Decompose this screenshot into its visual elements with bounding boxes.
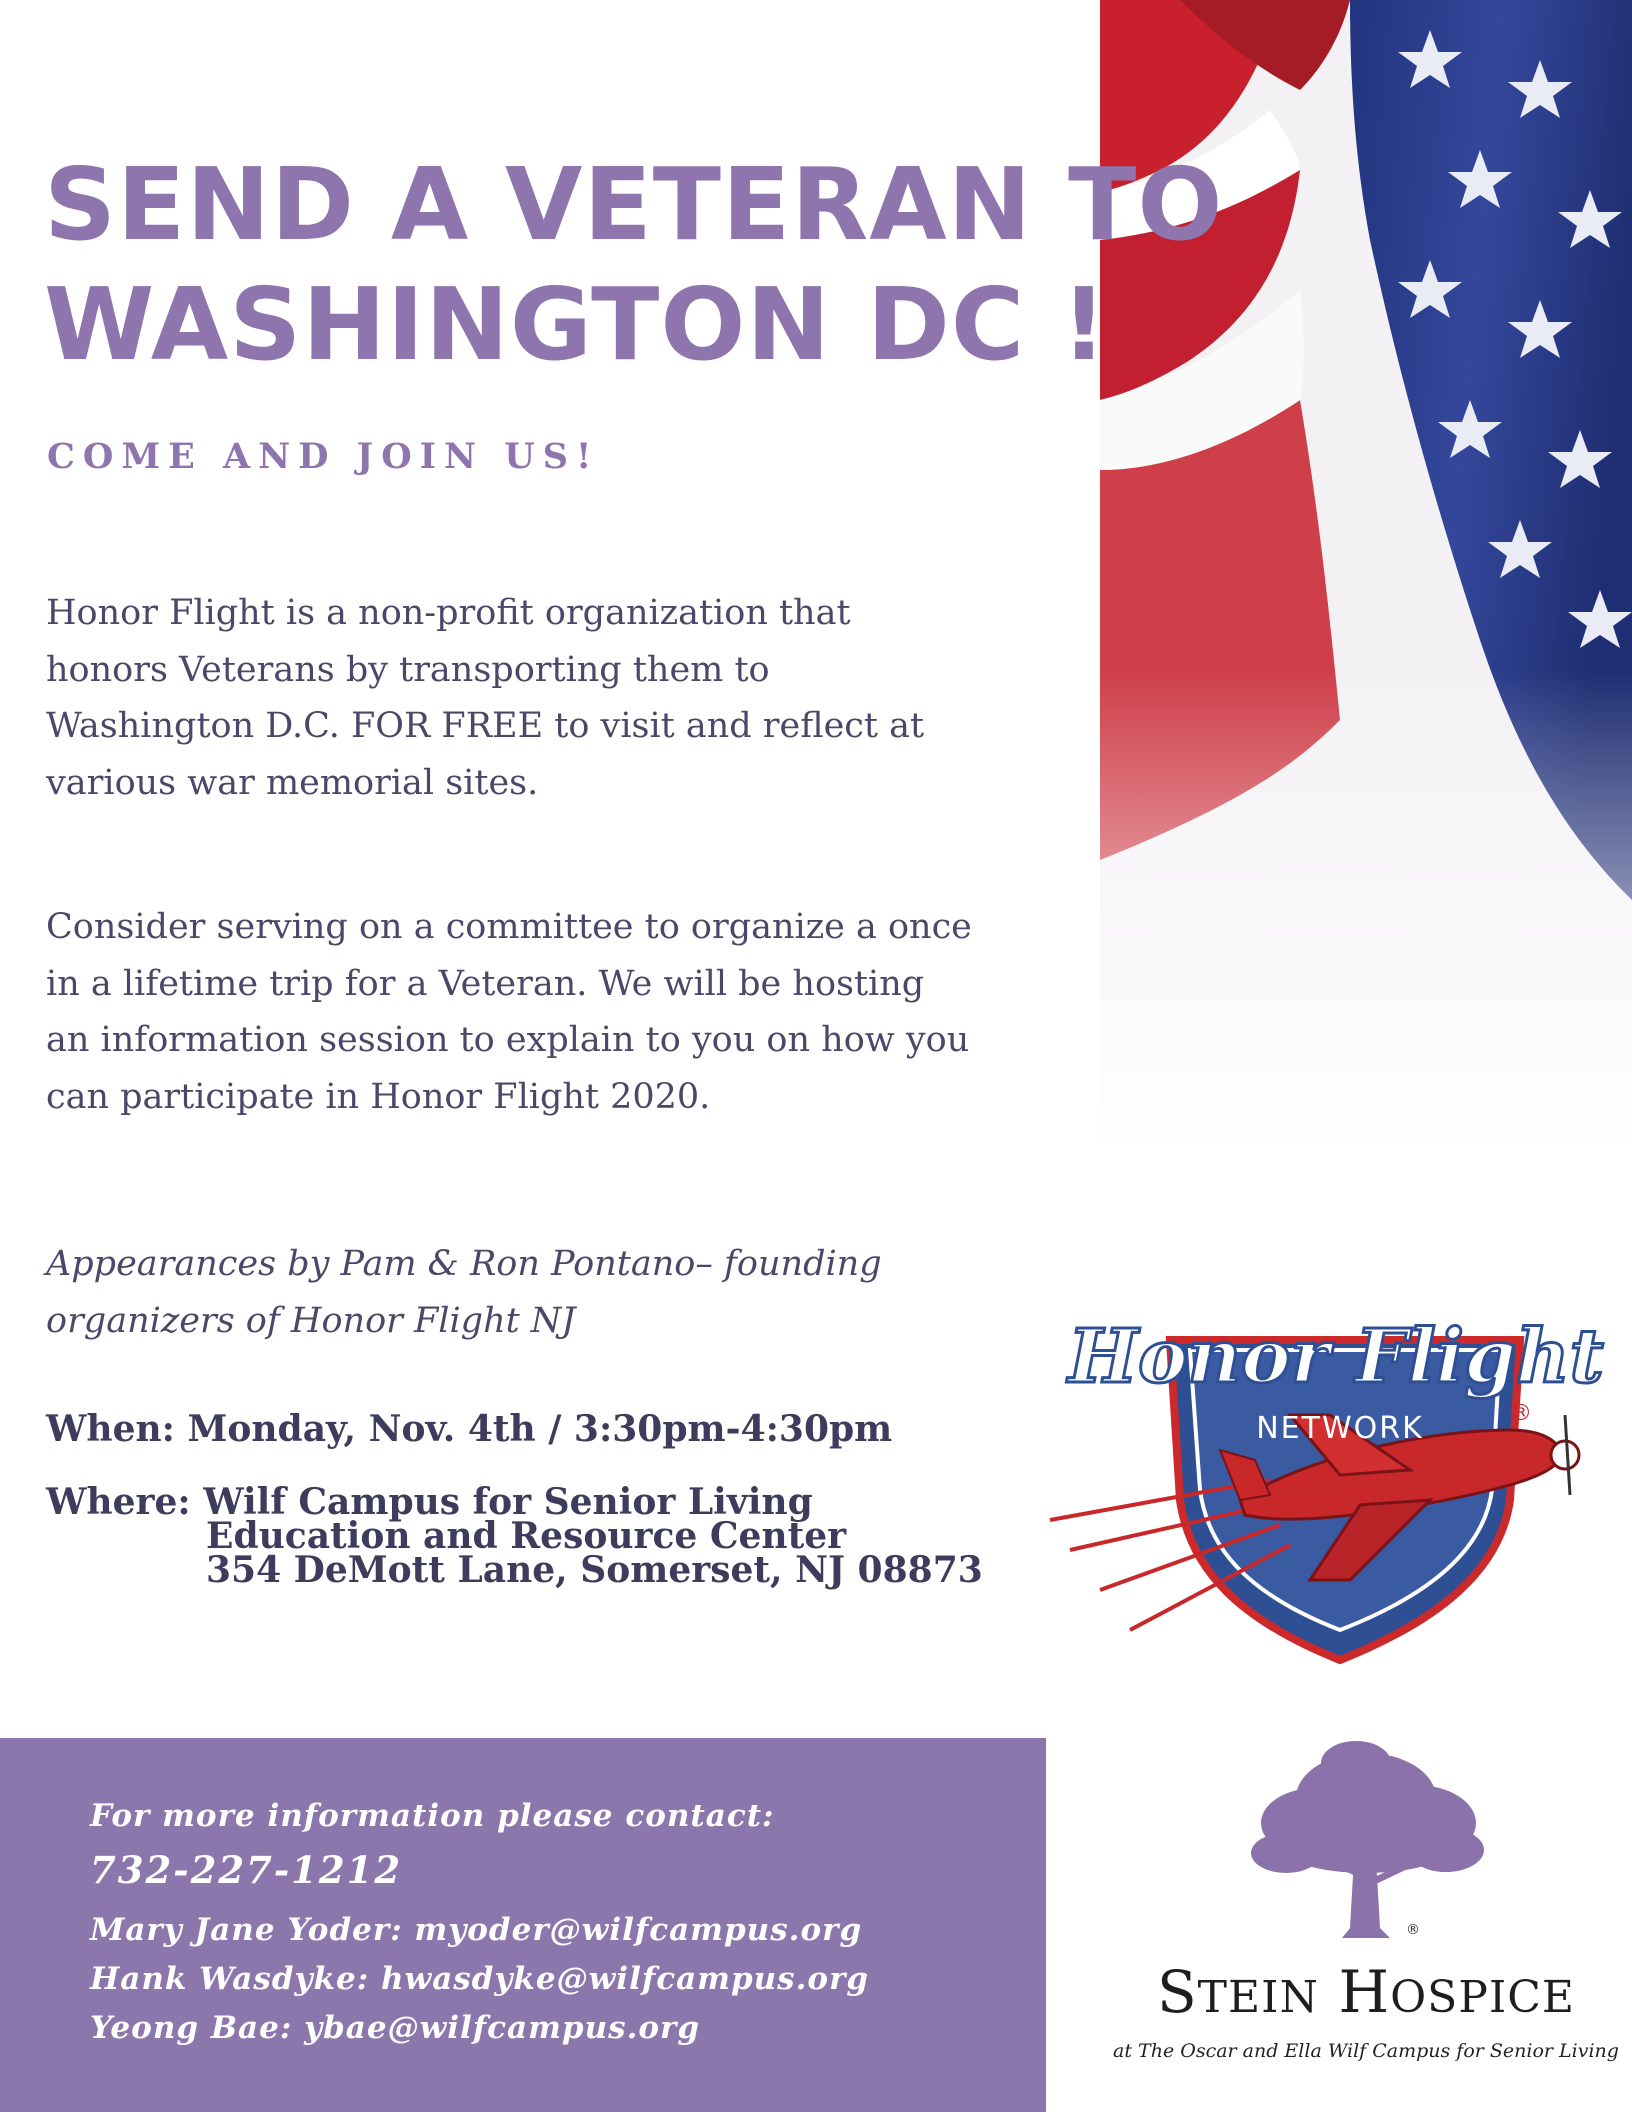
- contact-person: Yeong Bae: ybae@wilfcampus.org: [90, 2010, 701, 2046]
- contact-phone: 732-227-1212: [90, 1848, 403, 1892]
- hospice-initial: H: [1338, 1958, 1391, 2026]
- stein-hospice-tagline: at The Oscar and Ella Wilf Campus for Senior Living: [1113, 2040, 1619, 2062]
- stein-registered-mark: ®: [1406, 1922, 1420, 1938]
- committee-paragraph: Consider serving on a committee to organize a once in a lifetime trip for a Veteran. We will be hosting an information session to explain to you on how you can participate in Honor Flight 2020.: [46, 907, 972, 1117]
- contact-person: Mary Jane Yoder: myoder@wilfcampus.org: [90, 1912, 863, 1948]
- stein-initial: S: [1156, 1958, 1198, 2026]
- tree-icon: [1246, 1738, 1486, 1958]
- stein-hospice-name: [1100, 1958, 1632, 2026]
- event-where-line-3: 354 DeMott Lane, Somerset, NJ 08873: [206, 1549, 983, 1591]
- subtitle: COME AND JOIN US!: [47, 436, 600, 477]
- hospice-rest: OSPICE: [1390, 1972, 1576, 2023]
- honor-flight-network-logo: [1040, 1310, 1632, 1670]
- event-when: When: Monday, Nov. 4th / 3:30pm-4:30pm: [46, 1408, 893, 1450]
- headline-line-2: WASHINGTON DC !: [44, 266, 1108, 383]
- intro-paragraph: Honor Flight is a non-profit organization that honors Veterans by transporting them to Washington D.C. FOR FREE to visit and reflect at various war memorial sites.: [46, 593, 925, 803]
- honor-flight-script-text: Honor Flight: [1068, 1314, 1604, 1400]
- contact-heading: For more information please contact:: [90, 1798, 775, 1834]
- contact-person: Hank Wasdyke: hwasdyke@wilfcampus.org: [90, 1961, 870, 1997]
- stein-rest: TEIN: [1197, 1972, 1320, 2023]
- event-where-line-1: Where: Wilf Campus for Senior Living: [46, 1481, 813, 1523]
- registered-mark: ®: [1510, 1401, 1532, 1426]
- appearances-paragraph: Appearances by Pam & Ron Pontano– founding organizers of Honor Flight NJ: [46, 1244, 882, 1341]
- headline-line-1: SEND A VETERAN TO: [44, 146, 1224, 263]
- network-text: NETWORK: [1256, 1411, 1424, 1446]
- event-where-line-2: Education and Resource Center: [206, 1515, 847, 1557]
